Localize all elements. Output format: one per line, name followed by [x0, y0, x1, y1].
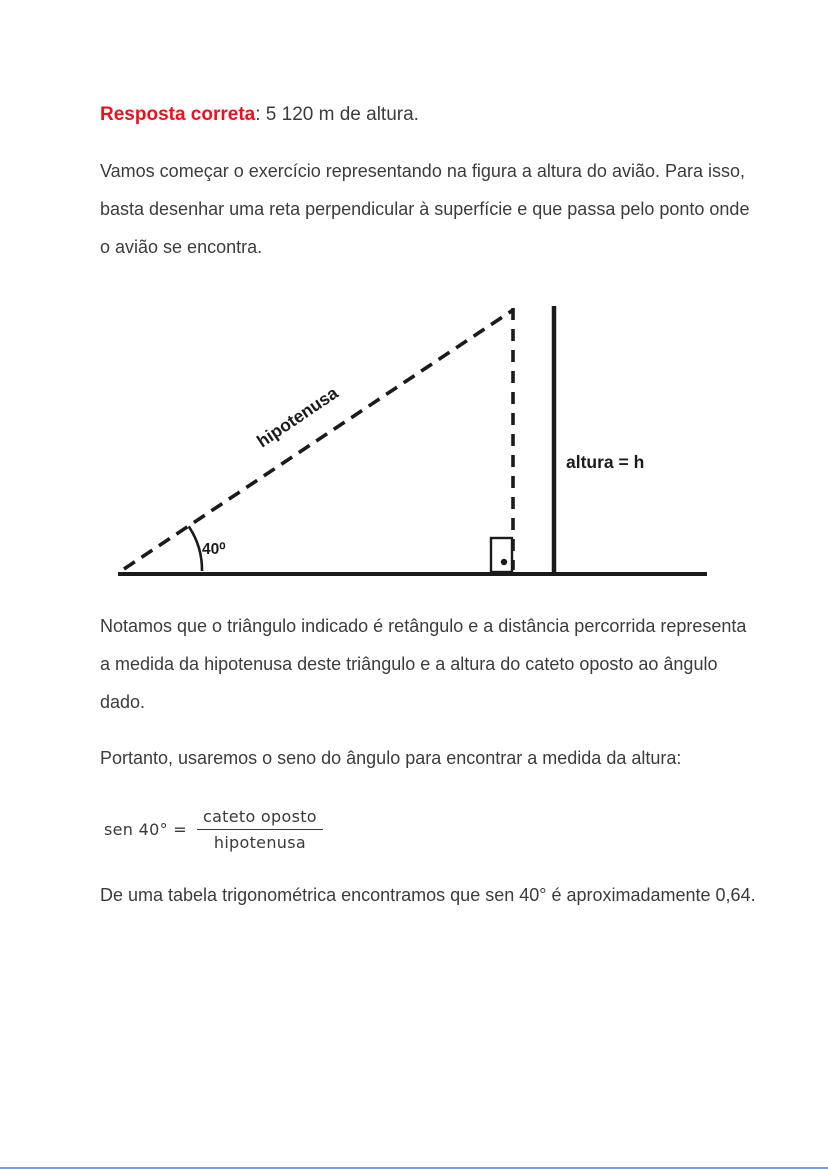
right-angle-marker: [491, 538, 512, 572]
formula-fraction: [197, 807, 323, 852]
hypotenuse-label: hipotenusa: [253, 382, 342, 452]
angle-label: 40⁰: [202, 541, 226, 558]
triangle-diagram-svg: [110, 298, 710, 590]
hypotenuse-line: [124, 310, 513, 569]
answer-value: : 5 120 m de altura.: [255, 104, 419, 125]
formula-numerator: cateto oposto: [197, 807, 323, 830]
formula-lhs: sen 40° =: [104, 820, 187, 839]
formula-denominator: hipotenusa: [213, 833, 306, 852]
triangle-figure: [110, 298, 710, 595]
paragraph-table: De uma tabela trigonométrica encontramos que sen 40° é aproximadamente 0,64.: [100, 885, 756, 905]
sine-formula: [104, 807, 323, 852]
answer-line: [100, 96, 758, 134]
paragraph-intro: Vamos começar o exercício representando na figura a altura do avião. Para isso, basta desenhar uma reta perpendicular à superfície e que passa pelo ponto onde o avião se encontra.: [100, 161, 750, 257]
paragraph-method: Portanto, usaremos o seno do ângulo para encontrar a medida da altura:: [100, 748, 682, 768]
answer-label: Resposta correta: [100, 104, 256, 125]
height-label: altura = h: [566, 452, 645, 472]
angle-arc: [189, 526, 202, 571]
paragraph-observation: Notamos que o triângulo indicado é retângulo e a distância percorrida representa a medida da hipotenusa deste triângulo e a altura do cateto oposto ao ângulo dado.: [100, 616, 747, 712]
right-angle-dot: [501, 559, 507, 565]
